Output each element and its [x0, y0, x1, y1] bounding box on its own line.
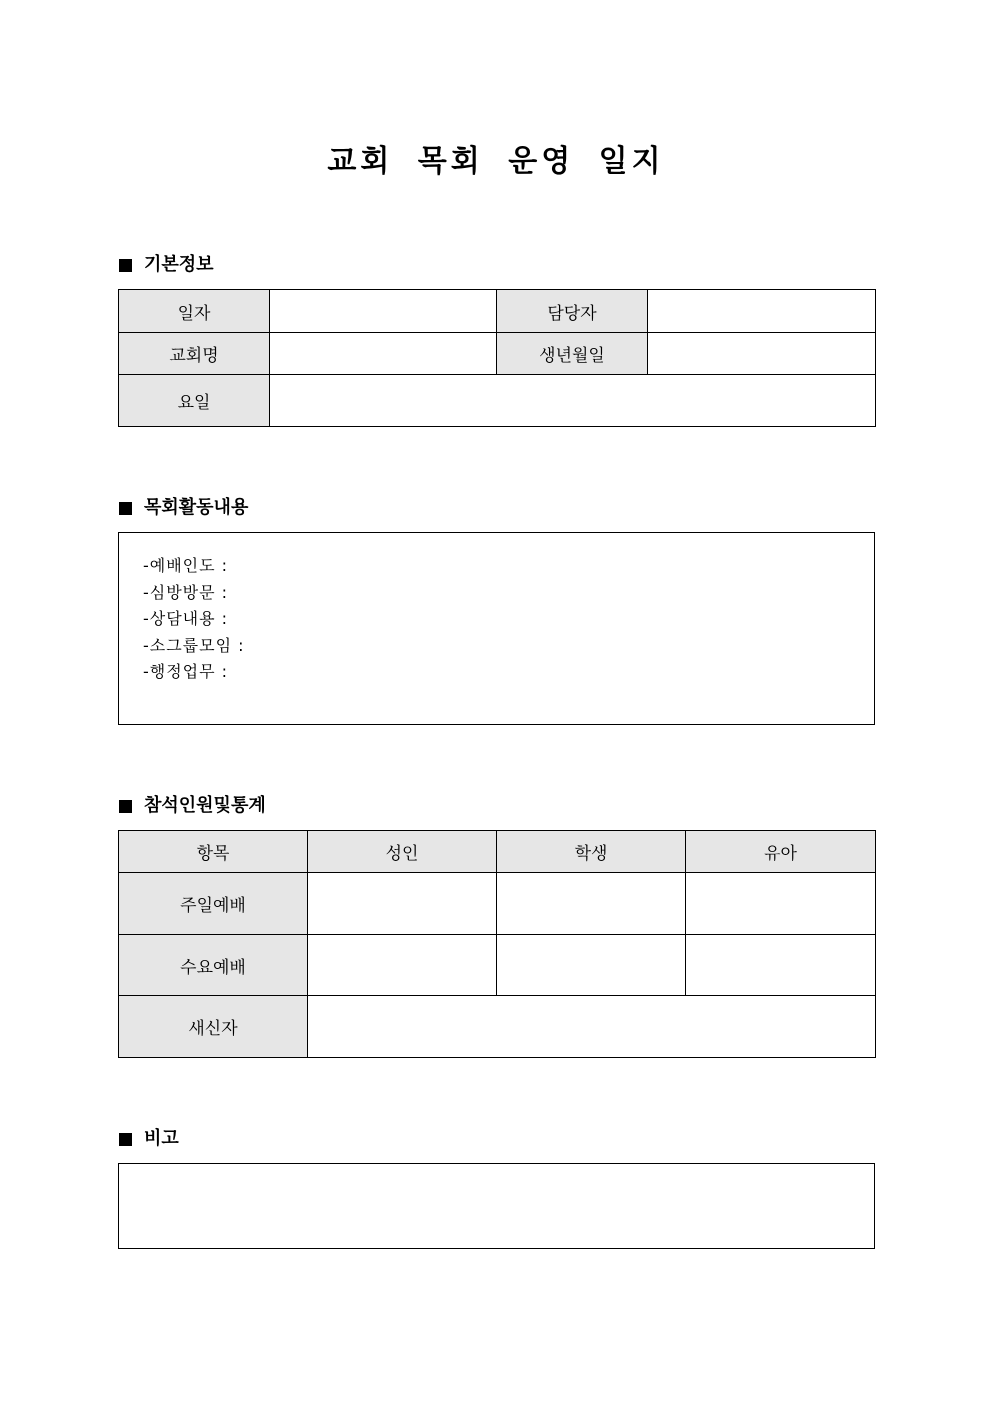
birth-date-label: 생년월일	[497, 333, 648, 375]
attendance-heading	[119, 794, 266, 818]
date-field[interactable]	[270, 290, 497, 333]
column-header-adult: 성인	[308, 831, 497, 873]
church-name-label: 교회명	[119, 333, 270, 375]
basic-info-heading-text: 기본정보	[144, 254, 214, 275]
column-header-infant: 유아	[686, 831, 876, 873]
list-item: -심방방문 :	[143, 582, 229, 602]
wednesday-infant-field[interactable]	[686, 935, 876, 996]
list-item: -예배인도 :	[143, 556, 229, 575]
activities-box[interactable]	[118, 532, 875, 725]
list-item: -소그룹모임 :	[143, 635, 245, 655]
list-item: -상담내용 :	[143, 609, 229, 628]
column-header-student: 학생	[497, 831, 686, 873]
table-header-row	[119, 831, 876, 873]
wednesday-service-label: 수요예배	[119, 935, 308, 996]
newcomers-field[interactable]	[308, 996, 876, 1058]
table-row	[119, 333, 876, 375]
activities-list	[119, 533, 874, 686]
sunday-service-label: 주일예배	[119, 873, 308, 935]
attendance-table	[118, 830, 876, 1058]
weekday-field[interactable]	[270, 375, 876, 427]
church-name-field[interactable]	[270, 333, 497, 375]
square-bullet-icon	[119, 502, 132, 515]
list-item: -행정업무 :	[143, 662, 229, 681]
table-row	[119, 873, 876, 935]
date-label: 일자	[119, 290, 270, 333]
table-row	[119, 935, 876, 996]
manager-field[interactable]	[648, 290, 876, 333]
column-header-item: 항목	[119, 831, 308, 873]
square-bullet-icon	[119, 800, 132, 813]
page-title: 교회 목회 운영 일지	[327, 144, 665, 179]
wednesday-student-field[interactable]	[497, 935, 686, 996]
table-row	[119, 996, 876, 1058]
sunday-infant-field[interactable]	[686, 873, 876, 935]
weekday-label: 요일	[119, 375, 270, 427]
birth-date-field[interactable]	[648, 333, 876, 375]
basic-info-heading	[119, 253, 214, 277]
activities-heading	[119, 496, 248, 520]
activities-heading-text: 목회활동내용	[144, 497, 249, 518]
basic-info-table	[118, 289, 876, 427]
square-bullet-icon	[119, 1133, 132, 1146]
table-row	[119, 375, 876, 427]
remarks-heading	[119, 1127, 179, 1151]
square-bullet-icon	[119, 259, 132, 272]
table-row	[119, 290, 876, 333]
sunday-adult-field[interactable]	[308, 873, 497, 935]
remarks-box[interactable]	[118, 1163, 875, 1249]
attendance-heading-text: 참석인원및통계	[144, 795, 266, 816]
newcomers-label: 새신자	[119, 996, 308, 1058]
sunday-student-field[interactable]	[497, 873, 686, 935]
wednesday-adult-field[interactable]	[308, 935, 497, 996]
manager-label: 담당자	[497, 290, 648, 333]
remarks-heading-text: 비고	[144, 1128, 179, 1149]
